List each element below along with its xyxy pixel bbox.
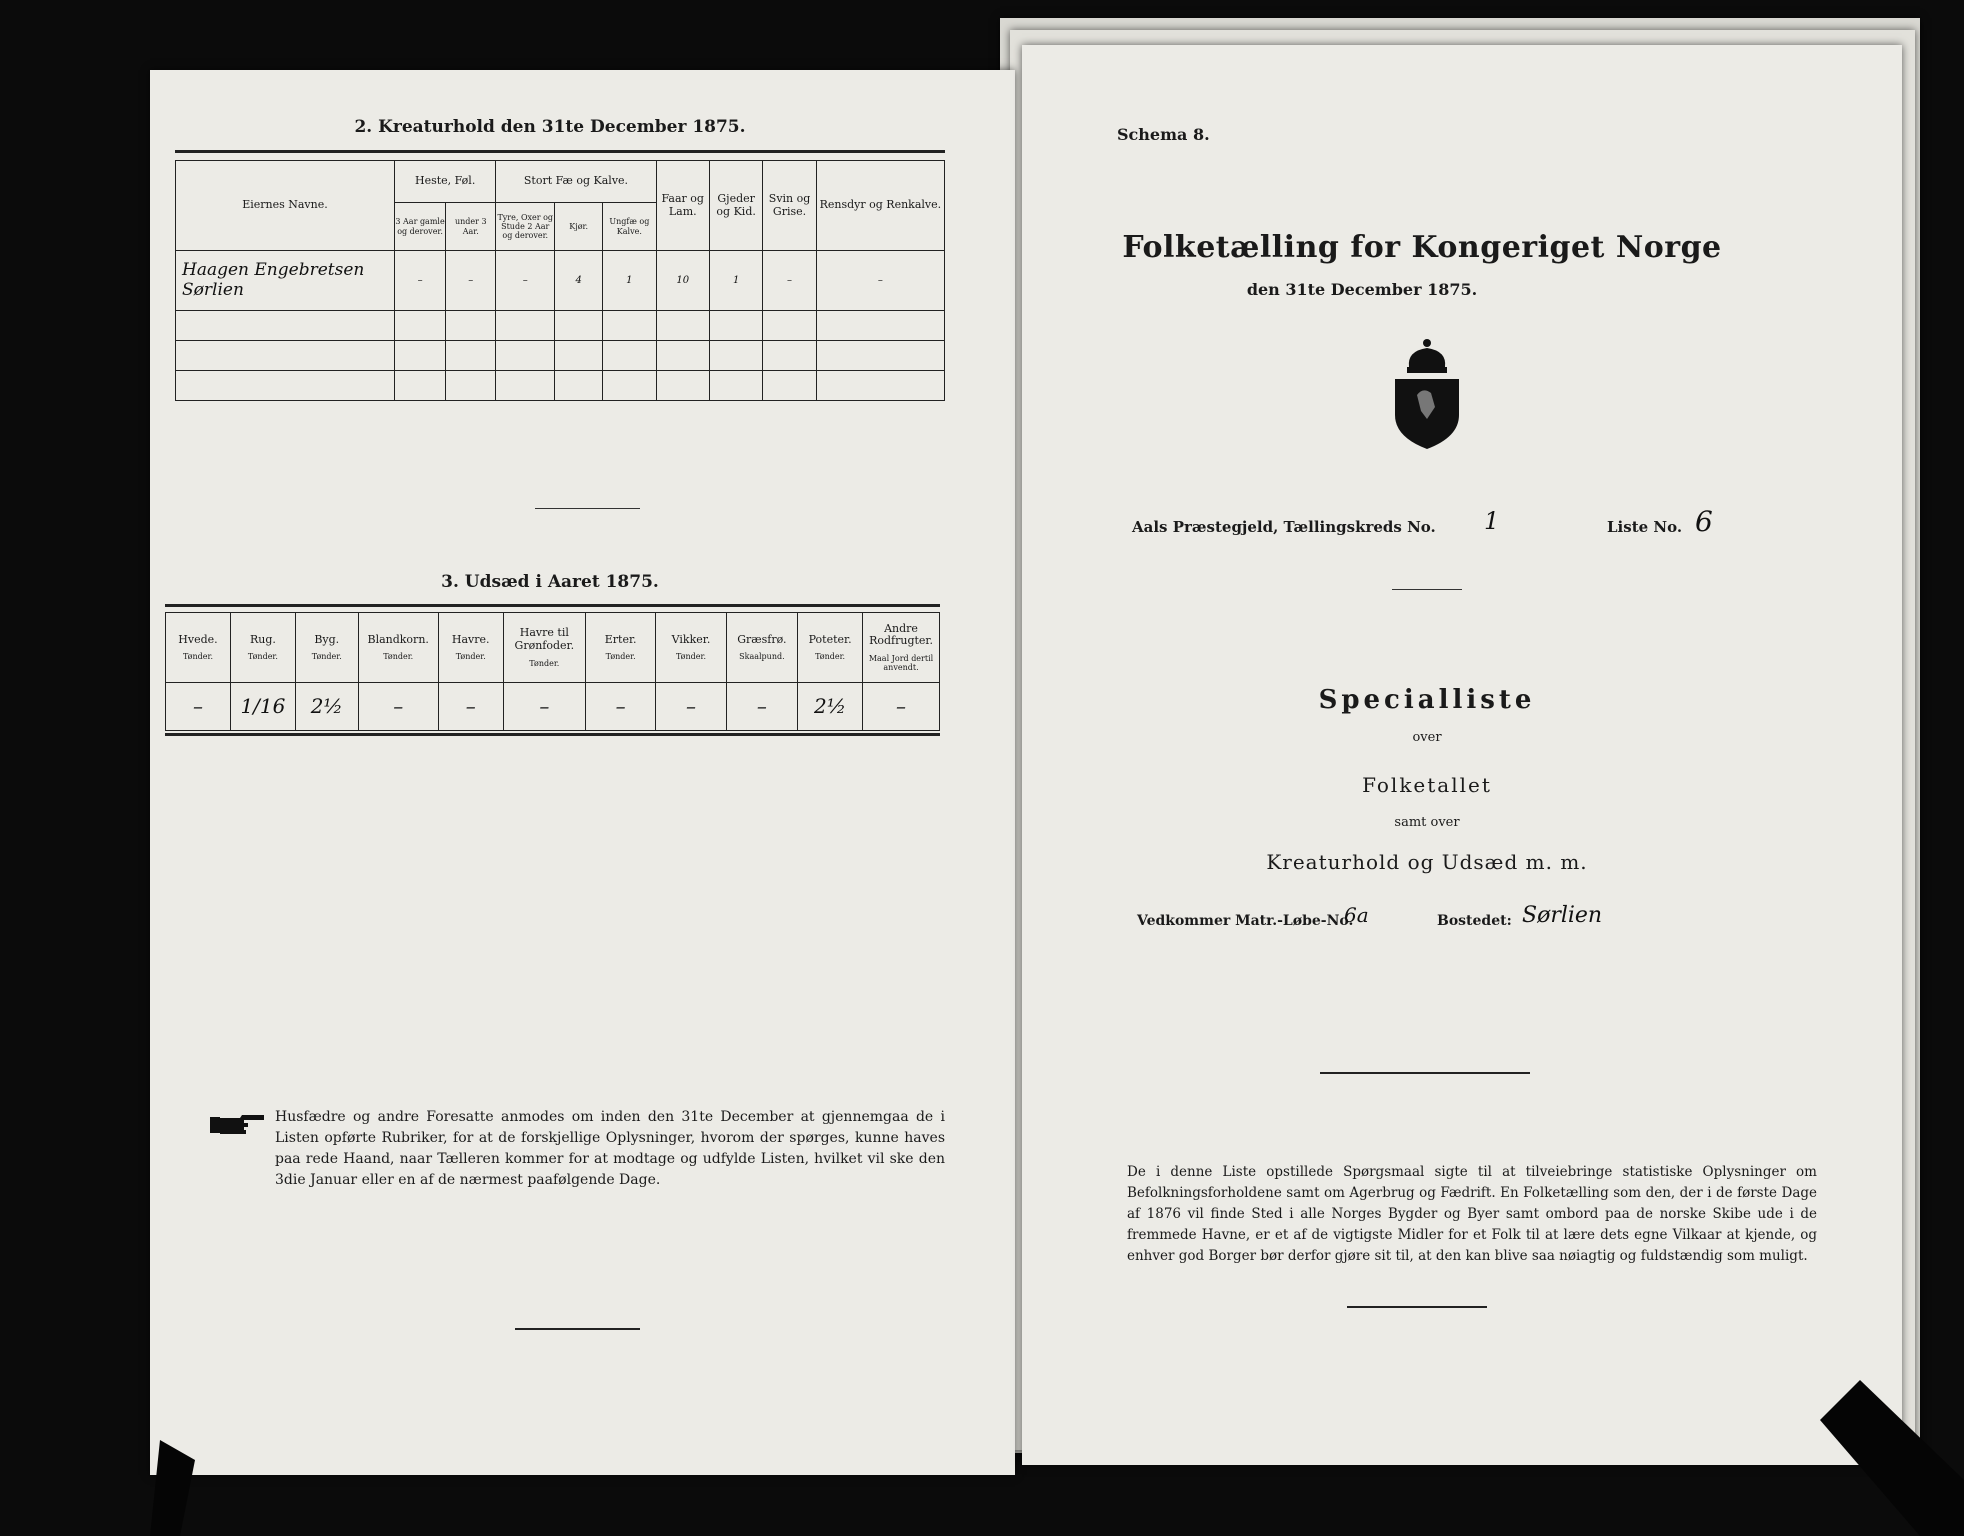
cell-gjeder: 1 (709, 251, 762, 311)
seed-unit: Tønder. (815, 652, 846, 662)
seed-unit: Tønder. (605, 652, 636, 662)
seed-crop-name: Rug. (249, 632, 276, 646)
seed-crop-name: Blandkorn. (367, 632, 429, 646)
seed-crop-name: Græsfrø. (737, 632, 787, 646)
section3-title: 3. Udsæd i Aaret 1875. (441, 572, 659, 592)
schema-number: Schema 8. (1117, 125, 1210, 144)
coat-of-arms-icon (1387, 337, 1467, 452)
seed-crop-name: Havre til Grønfoder. (514, 626, 575, 652)
seed-crop-name: Byg. (314, 632, 340, 646)
separator (535, 508, 640, 509)
seed-value-cell: – (726, 683, 797, 731)
binding-clip-icon (150, 1440, 230, 1536)
seed-crop-name: Poteter. (808, 632, 852, 646)
seed-header-cell (656, 613, 726, 683)
cell-tyre: – (496, 251, 555, 311)
seed-value-cell: – (438, 683, 503, 731)
seed-value-cell: – (656, 683, 726, 731)
specialliste-heading: Specialliste (1318, 685, 1536, 715)
separator (1392, 589, 1462, 590)
cell-kjor: 4 (555, 251, 603, 311)
divider (165, 733, 940, 736)
seed-header-cell (166, 613, 231, 683)
seed-value-cell: 2½ (798, 683, 863, 731)
prestegjeld-label: Aals Præstegjeld, Tællingskreds No. (1132, 518, 1436, 536)
cell-heste-over3: – (394, 251, 445, 311)
faar-header: Faar og Lam. (656, 161, 709, 251)
cell-svin: – (763, 251, 816, 311)
cell-heste-under3: – (446, 251, 496, 311)
seed-value-cell: 1/16 (230, 683, 295, 731)
seed-header-cell (585, 613, 655, 683)
info-paragraph: De i denne Liste opstillede Spørgsmaal sigte til at tilveiebringe statistiske Oplysninger om Befolkningsforholdene samt om Agerbrug og Fædrift. En Folketælling som den, der i de første Dage af 1876 vil finde Sted i alle Norges Bygder og Byer samt ombord paa de norske Skibe ude i de fremmede Havne, er et af de vigtigste Midler for et Folk til at lære dets egne Vilkaar at kjende, og enhver god Borger bør derfor gjøre sit til, at den kan blive saa nøiagtig og fuldstændig som muligt. (1127, 1164, 1817, 1264)
binding-clip-icon (1800, 1380, 1964, 1536)
seed-header-cell (798, 613, 863, 683)
seed-header-cell (726, 613, 797, 683)
kreaturhold-text: Kreaturhold og Udsæd m. m. (1266, 850, 1588, 874)
seed-table (165, 612, 940, 731)
right-page (1022, 45, 1902, 1465)
separator (1347, 1306, 1487, 1308)
bosted-value: Sørlien (1522, 903, 1603, 928)
seed-value-cell: – (585, 683, 655, 731)
seed-unit: Tønder. (383, 652, 414, 662)
liste-label: Liste No. (1607, 518, 1683, 536)
matr-label: Vedkommer Matr.-Løbe-No. (1137, 913, 1354, 929)
seed-header-cell (358, 613, 438, 683)
left-page (150, 70, 1015, 1475)
cell-rensdyr: – (816, 251, 944, 311)
kjor-header: Kjør. (555, 203, 603, 251)
census-title: Folketælling for Kongeriget Norge (1122, 230, 1722, 265)
seed-unit: Tønder. (455, 652, 486, 662)
rensdyr-header: Rensdyr og Renkalve. (816, 161, 944, 251)
heste-header: Heste, Føl. (394, 161, 495, 203)
bosted-label: Bostedet: (1437, 913, 1512, 929)
seed-unit: Tønder. (247, 652, 278, 662)
seed-unit: Maal Jord dertil anvendt. (868, 653, 934, 673)
svin-header: Svin og Grise. (763, 161, 816, 251)
seed-crop-name: Hvede. (178, 632, 218, 646)
heste-under3-header: under 3 Aar. (446, 203, 496, 251)
heste-over3-header: 3 Aar gamle og derover. (394, 203, 445, 251)
seed-unit: Tønder. (311, 652, 342, 662)
samt-over-text: samt over (1394, 815, 1460, 830)
seed-unit: Tønder. (529, 658, 560, 668)
seed-crop-name: Vikker. (671, 632, 711, 646)
seed-unit: Skaalpund. (739, 652, 785, 662)
liste-value: 6 (1695, 505, 1713, 538)
ungfae-header: Ungfæ og Kalve. (603, 203, 656, 251)
cell-faar: 10 (656, 251, 709, 311)
seed-value-cell: – (863, 683, 940, 731)
owner-header: Eiernes Navne. (176, 161, 395, 251)
matr-value: 6a (1344, 903, 1369, 927)
owner-name: Haagen Engebretsen Sørlien (176, 251, 395, 311)
seed-header-cell (295, 613, 358, 683)
seed-unit: Tønder. (182, 652, 213, 662)
separator (1320, 1072, 1530, 1074)
tellingskreds-value: 1 (1484, 507, 1500, 535)
seed-value-cell: – (358, 683, 438, 731)
gjeder-header: Gjeder og Kid. (709, 161, 762, 251)
footnote: Husfædre og andre Foresatte anmodes om inden den 31te December at gjennemgaa de i Listen opførte Rubriker, for at de forskjellige Oplysninger, hvorom der spørges, kunne haves paa rede Haand, naar Tælleren kommer for at modtage og udfylde Listen, hvilket vil ske den 3die Januar eller en af de nærmest paafølgende Dage. (275, 1109, 945, 1188)
livestock-table (175, 160, 945, 401)
seed-header-cell (438, 613, 503, 683)
seed-value-cell: – (166, 683, 231, 731)
seed-header-cell (503, 613, 585, 683)
stort-fae-header: Stort Fæ og Kalve. (496, 161, 656, 203)
seed-unit: Tønder. (675, 652, 706, 662)
seed-header-cell (230, 613, 295, 683)
divider (165, 604, 940, 607)
section2-title: 2. Kreaturhold den 31te December 1875. (354, 117, 746, 137)
tyre-header: Tyre, Oxer og Stude 2 Aar og derover. (496, 203, 555, 251)
over-text: over (1412, 730, 1442, 745)
folketallet-text: Folketallet (1362, 773, 1492, 797)
seed-value-cell: – (503, 683, 585, 731)
separator (515, 1328, 640, 1330)
pointing-hand-icon (210, 1113, 266, 1137)
seed-header-cell (863, 613, 940, 683)
cell-ungfae: 1 (603, 251, 656, 311)
divider (175, 150, 945, 153)
seed-value-cell: 2½ (295, 683, 358, 731)
seed-crop-name: Andre Rodfrugter. (869, 621, 933, 648)
census-date: den 31te December 1875. (1246, 280, 1478, 299)
seed-crop-name: Havre. (451, 632, 490, 646)
seed-crop-name: Erter. (604, 632, 637, 646)
